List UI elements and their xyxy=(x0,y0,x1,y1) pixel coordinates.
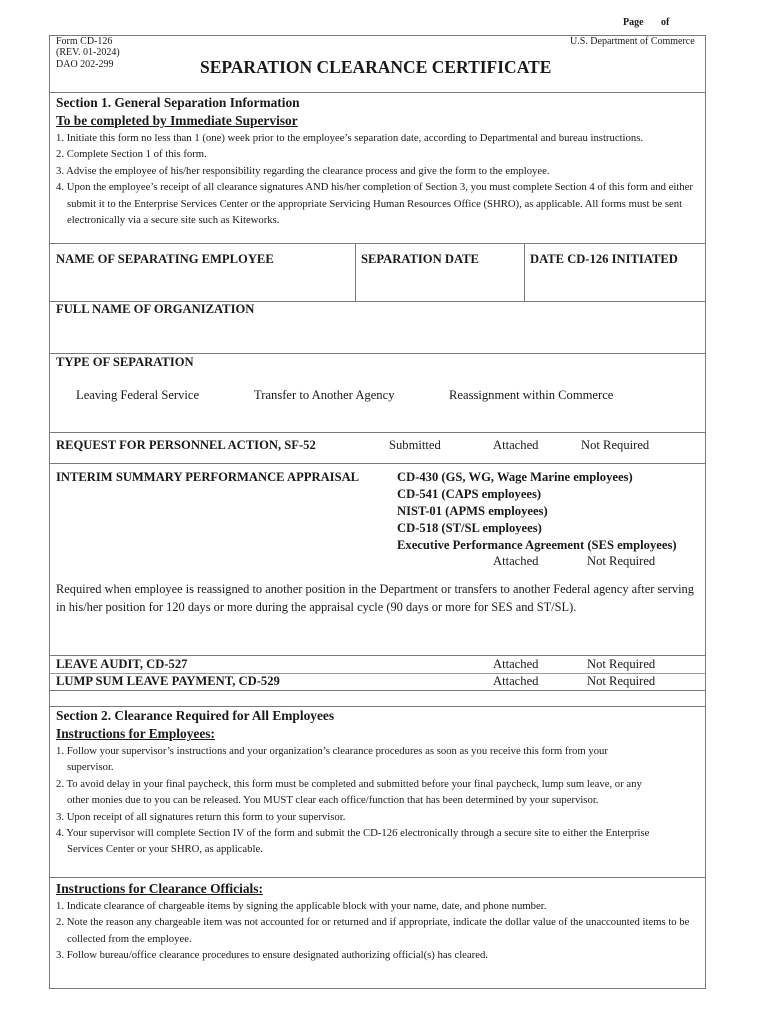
list-item: 2. To avoid delay in your final paycheck, this form must be completed and submitted before your final paycheck, lump sum leave, or any other monies due to you can be released. You MUST clear each office/function that has been determined by your supervisor. xyxy=(56,777,642,807)
divider xyxy=(49,463,706,464)
official-instructions-heading: Instructions for Clearance Officials: xyxy=(56,881,263,896)
section1-heading: Section 1. General Separation Information xyxy=(56,95,300,110)
option-submitted[interactable]: Submitted xyxy=(389,438,441,452)
appraisal-label: INTERIM SUMMARY PERFORMANCE APPRAISAL xyxy=(56,470,360,484)
list-item: 1. Follow your supervisor’s instructions and your organization’s clearance procedures as soon as you receive this form from your supervisor. xyxy=(56,745,608,774)
employee-instructions xyxy=(56,743,656,858)
personnel-action-label: REQUEST FOR PERSONNEL ACTION, SF-52 xyxy=(56,438,316,452)
divider xyxy=(49,706,706,707)
appraisal-form-item: Executive Performance Agreement (SES employees) xyxy=(397,538,677,552)
employee-name-label: NAME OF SEPARATING EMPLOYEE xyxy=(56,252,274,266)
divider xyxy=(49,243,706,244)
appraisal-form-item: CD-541 (CAPS employees) xyxy=(397,487,542,501)
list-item: 3. Follow bureau/office clearance procedures to ensure designated authorizing official(s) has cleared. xyxy=(56,949,488,962)
form-number: Form CD-126 xyxy=(56,36,113,47)
list-item: 1. Initiate this form no less than 1 (one) week prior to the employee’s separation date, according to Departmental and bureau instructions. xyxy=(56,132,644,144)
list-item: 2. Note the reason any chargeable item was not accounted for or returned and if appropriate, indicate the dollar value of the unaccounted items to be collected from the employee. xyxy=(56,916,690,945)
page-label: Page xyxy=(623,17,644,28)
option-transfer-agency[interactable]: Transfer to Another Agency xyxy=(254,388,395,402)
section2-heading: Section 2. Clearance Required for All Employees xyxy=(56,708,335,723)
list-item: 4. Upon the employee’s receipt of all clearance signatures AND his/her completion of Section 3, you must complete Section 4 of this form and either submit it to the Enterprise Services Center or the appropriate Servicing Human Resources Office (SHRO), as applicable. All forms must be sent electronically via a secure site such as Kiteworks. xyxy=(56,181,693,227)
option-not-required[interactable]: Not Required xyxy=(587,674,656,688)
appraisal-form-item: NIST-01 (APMS employees) xyxy=(397,504,548,518)
divider xyxy=(49,877,706,878)
appraisal-form-item: CD-518 (ST/SL employees) xyxy=(397,521,542,535)
leave-audit-label: LEAVE AUDIT, CD-527 xyxy=(56,657,188,671)
page-of-label: of xyxy=(661,17,670,28)
option-attached[interactable]: Attached xyxy=(493,674,539,688)
form-revision: (REV. 01-2024) xyxy=(56,47,120,58)
list-item: 1. Indicate clearance of chargeable items by signing the applicable block with your name, date, and phone number. xyxy=(56,900,547,912)
form-title: SEPARATION CLEARANCE CERTIFICATE xyxy=(200,57,552,77)
list-item: 2. Complete Section 1 of this form. xyxy=(56,148,207,161)
divider xyxy=(524,243,525,301)
separation-type-label: TYPE OF SEPARATION xyxy=(56,355,194,369)
divider xyxy=(49,690,706,691)
appraisal-form-item: CD-430 (GS, WG, Wage Marine employees) xyxy=(397,470,633,484)
list-item: 3. Advise the employee of his/her responsibility regarding the clearance process and give the form to the employee. xyxy=(56,164,550,177)
option-not-required[interactable]: Not Required xyxy=(587,657,656,671)
employee-instructions-heading: Instructions for Employees: xyxy=(56,726,215,741)
form-dao: DAO 202-299 xyxy=(56,59,114,70)
option-not-required[interactable]: Not Required xyxy=(581,438,650,452)
divider xyxy=(49,432,706,433)
appraisal-note: Required when employee is reassigned to another position in the Department or transfers to another Federal agency after serving in his/her position for 120 days or more during the appraisal cycle (90 days or more for SES and ST/SL). xyxy=(56,582,694,614)
option-attached[interactable]: Attached xyxy=(493,554,539,568)
option-not-required[interactable]: Not Required xyxy=(587,554,656,568)
divider xyxy=(49,655,706,656)
department-name: U.S. Department of Commerce xyxy=(570,36,695,47)
list-item: 4. Your supervisor will complete Section IV of the form and submit the CD-126 electronically through a secure site to either the Enterprise Services Center or your SHRO, as applicable. xyxy=(56,827,650,856)
divider xyxy=(49,92,706,93)
option-reassignment[interactable]: Reassignment within Commerce xyxy=(449,388,614,402)
divider xyxy=(49,353,706,354)
lump-sum-label: LUMP SUM LEAVE PAYMENT, CD-529 xyxy=(56,674,280,688)
option-attached[interactable]: Attached xyxy=(493,657,539,671)
option-leaving-federal-service[interactable]: Leaving Federal Service xyxy=(76,388,200,402)
official-instructions xyxy=(56,898,701,964)
divider xyxy=(355,243,356,301)
section1-subheading: To be completed by Immediate Supervisor xyxy=(56,113,298,128)
option-attached[interactable]: Attached xyxy=(493,438,539,452)
supervisor-instructions xyxy=(56,130,701,228)
separation-date-label: SEPARATION DATE xyxy=(361,252,479,266)
list-item: 3. Upon receipt of all signatures return this form to your supervisor. xyxy=(56,810,346,823)
organization-label: FULL NAME OF ORGANIZATION xyxy=(56,302,255,316)
date-initiated-label: DATE CD-126 INITIATED xyxy=(530,252,678,266)
